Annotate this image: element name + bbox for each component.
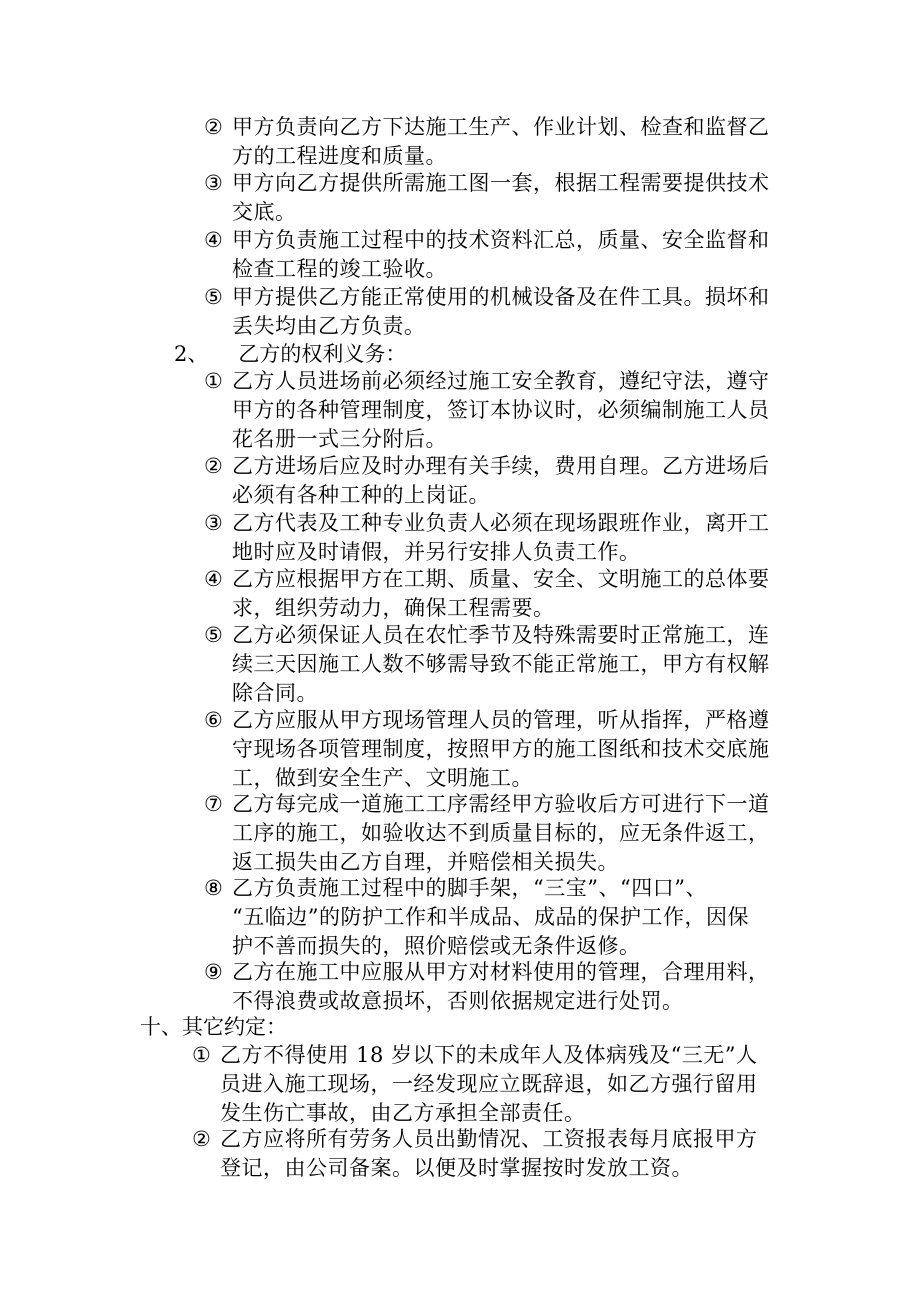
item-marker: ② (204, 454, 224, 478)
item-marker: ⑤ (204, 285, 224, 309)
list-item (204, 790, 770, 877)
item-text: 甲方负责施工过程中的技术资料汇总，质量、安全监督和 (232, 228, 770, 252)
item-text: 乙方代表及工种专业负责人必须在现场跟班作业，离开工 (232, 511, 770, 535)
section-number: 2、 (174, 342, 209, 366)
item-text: 甲方的各种管理制度，签订本协议时，必须编制施工人员 (232, 398, 770, 422)
item-text: 地时应及时请假，并另行安排人负责工作。 (232, 540, 641, 564)
list-item (204, 452, 770, 510)
item-text: 交底。 (232, 200, 297, 224)
item-text: 发生伤亡事故，由乙方承担全部责任。 (220, 1101, 586, 1125)
item-marker: ④ (204, 228, 224, 252)
item-text: 不得浪费或故意损坏，否则依据规定进行处罚。 (232, 989, 684, 1013)
item-marker: ⑧ (204, 876, 224, 900)
item-marker: ① (204, 369, 224, 393)
item-text: 乙方应将所有劳务人员出勤情况、工资报表每月底报甲方 (220, 1127, 758, 1151)
list-item (204, 226, 770, 284)
item-text: 除合同。 (232, 681, 318, 705)
item-marker: ③ (204, 171, 224, 195)
item-marker: ⑥ (204, 708, 224, 732)
list-item (204, 367, 770, 454)
item-text: 求，组织劳动力，确保工程需要。 (232, 596, 555, 620)
item-marker: ④ (204, 567, 224, 591)
list-item (204, 621, 770, 708)
item-text: 乙方应服从甲方现场管理人员的管理，听从指挥，严格遵 (232, 708, 770, 732)
list-item (204, 283, 770, 341)
item-text: 乙方负责施工过程中的脚手架，“三宝”、“四口”、 (232, 876, 707, 900)
item-marker: ⑨ (204, 960, 224, 984)
item-text: 甲方负责向乙方下达施工生产、作业计划、检查和监督乙 (232, 115, 770, 139)
item-text: 乙方必须保证人员在农忙季节及特殊需要时正常施工，连 (232, 623, 770, 647)
item-marker: ⑤ (204, 623, 224, 647)
item-text: 方的工程进度和质量。 (232, 144, 447, 168)
item-marker: ③ (204, 511, 224, 535)
list-item (204, 169, 770, 227)
item-marker: ① (192, 1043, 212, 1067)
section-heading (140, 1013, 287, 1042)
item-text: 乙方应根据甲方在工期、质量、安全、文明施工的总体要 (232, 567, 770, 591)
section-title: 乙方的权利义务： (238, 342, 407, 366)
item-text: 必须有各种工种的上岗证。 (232, 483, 490, 507)
item-text: 甲方提供乙方能正常使用的机械设备及在件工具。损坏和 (232, 285, 770, 309)
item-text: 工，做到安全生产、文明施工。 (232, 766, 533, 790)
list-item (204, 958, 770, 1016)
item-marker: ⑦ (204, 792, 224, 816)
item-text: 乙方人员进场前必须经过施工安全教育，遵纪守法，遵守 (232, 369, 770, 393)
item-marker: ② (204, 115, 224, 139)
item-text: 甲方向乙方提供所需施工图一套，根据工程需要提供技术 (232, 171, 770, 195)
item-text: 守现场各项管理制度，按照甲方的施工图纸和技术交底施 (232, 737, 770, 761)
section-title: 十、其它约定： (140, 1015, 287, 1039)
item-text: 花名册一式三分附后。 (232, 427, 447, 451)
item-text: 丢失均由乙方负责。 (232, 314, 426, 338)
item-marker: ② (192, 1127, 212, 1151)
item-text: 检查工程的竣工验收。 (232, 257, 447, 281)
list-item (204, 509, 770, 567)
item-text: 护不善而损失的，照价赔偿或无条件返修。 (232, 934, 641, 958)
item-text: 员进入施工现场，一经发现应立既辞退，如乙方强行留用 (220, 1072, 758, 1096)
list-item (204, 706, 770, 793)
item-text: 乙方在施工中应服从甲方对材料使用的管理，合理用料， (232, 960, 770, 984)
item-text: 乙方不得使用 18 岁以下的未成年人及体病残及“三无”人 (220, 1043, 758, 1067)
list-item (204, 565, 770, 623)
item-text: 返工损失由乙方自理，并赔偿相关损失。 (232, 850, 619, 874)
list-item (204, 113, 770, 171)
section-heading (174, 340, 406, 369)
list-item (192, 1041, 758, 1128)
item-text: 登记，由公司备案。以便及时掌握按时发放工资。 (220, 1156, 693, 1180)
list-item (204, 874, 749, 961)
list-item (192, 1125, 758, 1183)
item-text: 续三天因施工人数不够需导致不能正常施工，甲方有权解 (232, 652, 770, 676)
item-text: “五临边”的防护工作和半成品、成品的保护工作，因保 (232, 905, 749, 929)
item-text: 工序的施工，如验收达不到质量目标的，应无条件返工， (232, 821, 770, 845)
item-text: 乙方进场后应及时办理有关手续，费用自理。乙方进场后 (232, 454, 770, 478)
item-text: 乙方每完成一道施工工序需经甲方验收后方可进行下一道 (232, 792, 770, 816)
